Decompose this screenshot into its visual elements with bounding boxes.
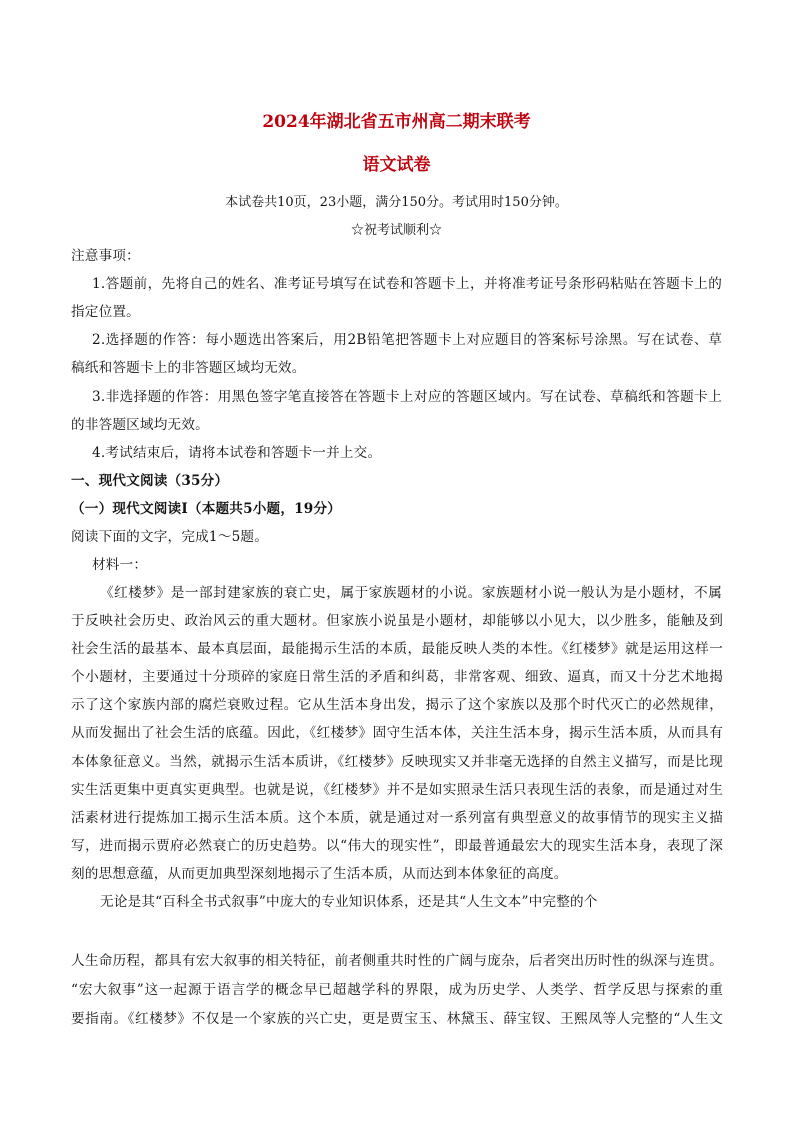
- instruction: 阅读下面的文字，完成1～5题。: [71, 529, 269, 545]
- note-line: 4.考试结束后，请将本试卷和答题卡一并上交。: [92, 445, 382, 461]
- paragraph-line: 个小题材，主要通过十分琐碎的家庭日常生活的矛盾和纠葛，非常客观、细致、逼真，而又十分艺术地揭: [71, 669, 723, 685]
- paragraph-line: 写，进而揭示贾府必然衰亡的历史趋势。以“伟大的现实性”，即最普通最宏大的现实生活本身，表现了深: [71, 838, 723, 854]
- subsection-heading: （一）现代文阅读Ⅰ（本题共5小题，19分）: [71, 501, 342, 517]
- paragraph-line: 活素材进行提炼加工揭示生活本质。这个本质，就是通过对一系列富有典型意义的故事情节的现实主义描: [71, 810, 723, 826]
- paragraph-line: 示了这个家族内部的腐烂衰败过程。它从生活本身出发，揭示了这个家族以及那个时代灭亡的必然规律，: [71, 697, 723, 713]
- paragraph-line: 刻的思想意蕴，从而更加典型深刻地揭示了生活本质，从而达到本体象征的高度。: [71, 866, 568, 882]
- exam-title: 2024年湖北省五市州高二期末联考: [262, 112, 531, 132]
- paragraph-line: 《红楼梦》是一部封建家族的衰亡史，属于家族题材的小说。家族题材小说一般认为是小题材，不属: [100, 585, 722, 601]
- exam-subtitle: 语文试卷: [362, 155, 431, 175]
- exam-info: 本试卷共10页，23小题，满分150分。考试用时150分钟。: [225, 195, 568, 210]
- paragraph-line: 社会生活的最基本、最本真层面，最能揭示生活的本质，最能反映人类的本性。《红楼梦》就是运用这样一: [71, 641, 723, 657]
- note-line: 1.答题前，先将自己的姓名、准考证号填写在试卷和答题卡上，并将准考证号条形码粘贴在答题卡上的: [92, 276, 722, 292]
- notes-heading: 注意事项：: [71, 248, 140, 264]
- paragraph-line: “宏大叙事”这一起源于语言学的概念早已超越学科的界限，成为历史学、人类学、哲学反思与探索的重: [71, 982, 723, 998]
- paragraph-line: 本体象征意义。当然，就揭示生活本质讲，《红楼梦》反映现实又并非毫无选择的自然主义描写，而是比现: [71, 754, 723, 770]
- paragraph-line: 从而发掘出了社会生活的底蕴。因此，《红楼梦》固守生活本体，关注生活本身，揭示生活本质，从而具有: [71, 725, 723, 741]
- paragraph2-start: 无论是其“百科全书式叙事”中庞大的专业知识体系，还是其“人生文本”中完整的个: [100, 894, 598, 910]
- note-line: 3.非选择题的作答：用黑色签字笔直接答在答题卡上对应的答题区域内。写在试卷、草稿纸和答题卡上: [92, 389, 722, 405]
- paragraph-line: 于反映社会历史、政治风云的重大题材。但家族小说虽是小题材，却能够以小见大，以少胜多，能触及到: [71, 613, 723, 629]
- section-heading: 一、现代文阅读（35分）: [71, 473, 229, 489]
- wish-line: ☆祝考试顺利☆: [350, 223, 442, 238]
- paragraph-line: 实生活更集中更真实更典型。也就是说，《红楼梦》并不是如实照录生活只表现生活的表象，而是通过对生: [71, 782, 723, 798]
- note-line: 指定位置。: [71, 304, 140, 320]
- note-line: 稿纸和答题卡上的非答题区域均无效。: [71, 360, 306, 376]
- paragraph-line: 人生命历程，都具有宏大叙事的相关特征，前者侧重共时性的广阔与庞杂，后者突出历时性的纵深与连贯。: [71, 953, 723, 969]
- note-line: 的非答题区域均无效。: [71, 417, 209, 433]
- note-line: 2.选择题的作答：每小题选出答案后，用2B铅笔把答题卡上对应题目的答案标号涂黑。写在试卷、草: [92, 332, 722, 348]
- paragraph-line: 要指南。《红楼梦》不仅是一个家族的兴亡史，更是贾宝玉、林黛玉、薛宝钗、王熙凤等人完整的“人生文: [71, 1011, 723, 1027]
- material-label: 材料一：: [92, 557, 148, 573]
